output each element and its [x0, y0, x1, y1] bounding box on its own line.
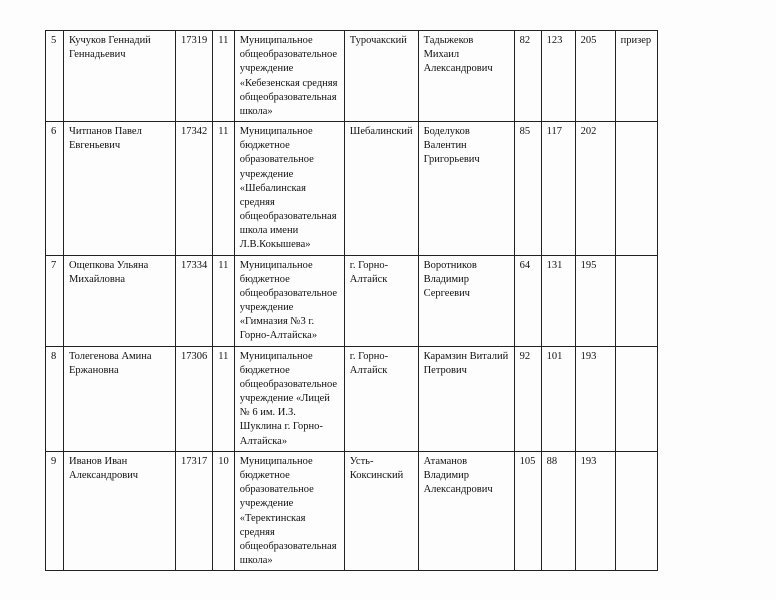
participant-code: 17306	[176, 346, 213, 451]
status: призер	[615, 31, 657, 122]
grade: 11	[213, 255, 235, 346]
score-2: 88	[541, 451, 575, 570]
participant-name: Иванов Иван Александрович	[64, 451, 176, 570]
grade: 11	[213, 122, 235, 256]
district: г. Горно-Алтайск	[344, 346, 418, 451]
table-row	[46, 31, 658, 122]
participant-name: Кучуков Геннадий Геннадьевич	[64, 31, 176, 122]
score-1: 85	[514, 122, 541, 256]
grade: 10	[213, 451, 235, 570]
participant-name: Толегенова Амина Ержановна	[64, 346, 176, 451]
status	[615, 255, 657, 346]
teacher: Боделуков Валентин Григорьевич	[418, 122, 514, 256]
school: Муниципальное бюджетное образовательное учреждение «Шебалинская средняя общеобразовательная школа имени Л.В.Кокышева»	[234, 122, 344, 256]
row-number: 9	[46, 451, 64, 570]
row-number: 6	[46, 122, 64, 256]
school: Муниципальное бюджетное общеобразовательное учреждение «Гимназия №3 г. Горно-Алтайска»	[234, 255, 344, 346]
score-1: 92	[514, 346, 541, 451]
score-2: 101	[541, 346, 575, 451]
row-number: 7	[46, 255, 64, 346]
teacher: Атаманов Владимир Александрович	[418, 451, 514, 570]
score-2: 131	[541, 255, 575, 346]
total-score: 205	[575, 31, 615, 122]
teacher: Воротников Владимир Сергеевич	[418, 255, 514, 346]
table-row	[46, 255, 658, 346]
district: Шебалинский	[344, 122, 418, 256]
total-score: 195	[575, 255, 615, 346]
participant-code: 17334	[176, 255, 213, 346]
teacher: Тадыжеков Михаил Александрович	[418, 31, 514, 122]
score-2: 117	[541, 122, 575, 256]
row-number: 8	[46, 346, 64, 451]
total-score: 202	[575, 122, 615, 256]
participant-name: Читпанов Павел Евгеньевич	[64, 122, 176, 256]
school: Муниципальное бюджетное образовательное учреждение «Теректинская средняя общеобразовательная школа»	[234, 451, 344, 570]
status	[615, 122, 657, 256]
participant-name: Ощепкова Ульяна Михайловна	[64, 255, 176, 346]
table-row	[46, 122, 658, 256]
participant-code: 17317	[176, 451, 213, 570]
school: Муниципальное бюджетное общеобразовательное учреждение «Лицей № 6 им. И.З. Шуклина г. Горно-Алтайска»	[234, 346, 344, 451]
grade: 11	[213, 31, 235, 122]
district: г. Горно-Алтайск	[344, 255, 418, 346]
score-1: 64	[514, 255, 541, 346]
status	[615, 451, 657, 570]
grade: 11	[213, 346, 235, 451]
district: Турочакский	[344, 31, 418, 122]
district: Усть-Коксинский	[344, 451, 418, 570]
results-table	[45, 30, 658, 571]
status	[615, 346, 657, 451]
teacher: Карамзин Виталий Петрович	[418, 346, 514, 451]
table-row	[46, 346, 658, 451]
participant-code: 17342	[176, 122, 213, 256]
table-row	[46, 451, 658, 570]
total-score: 193	[575, 346, 615, 451]
score-1: 82	[514, 31, 541, 122]
participant-code: 17319	[176, 31, 213, 122]
school: Муниципальное общеобразовательное учреждение «Кебезенская средняя общеобразовательная школа»	[234, 31, 344, 122]
row-number: 5	[46, 31, 64, 122]
score-1: 105	[514, 451, 541, 570]
score-2: 123	[541, 31, 575, 122]
total-score: 193	[575, 451, 615, 570]
